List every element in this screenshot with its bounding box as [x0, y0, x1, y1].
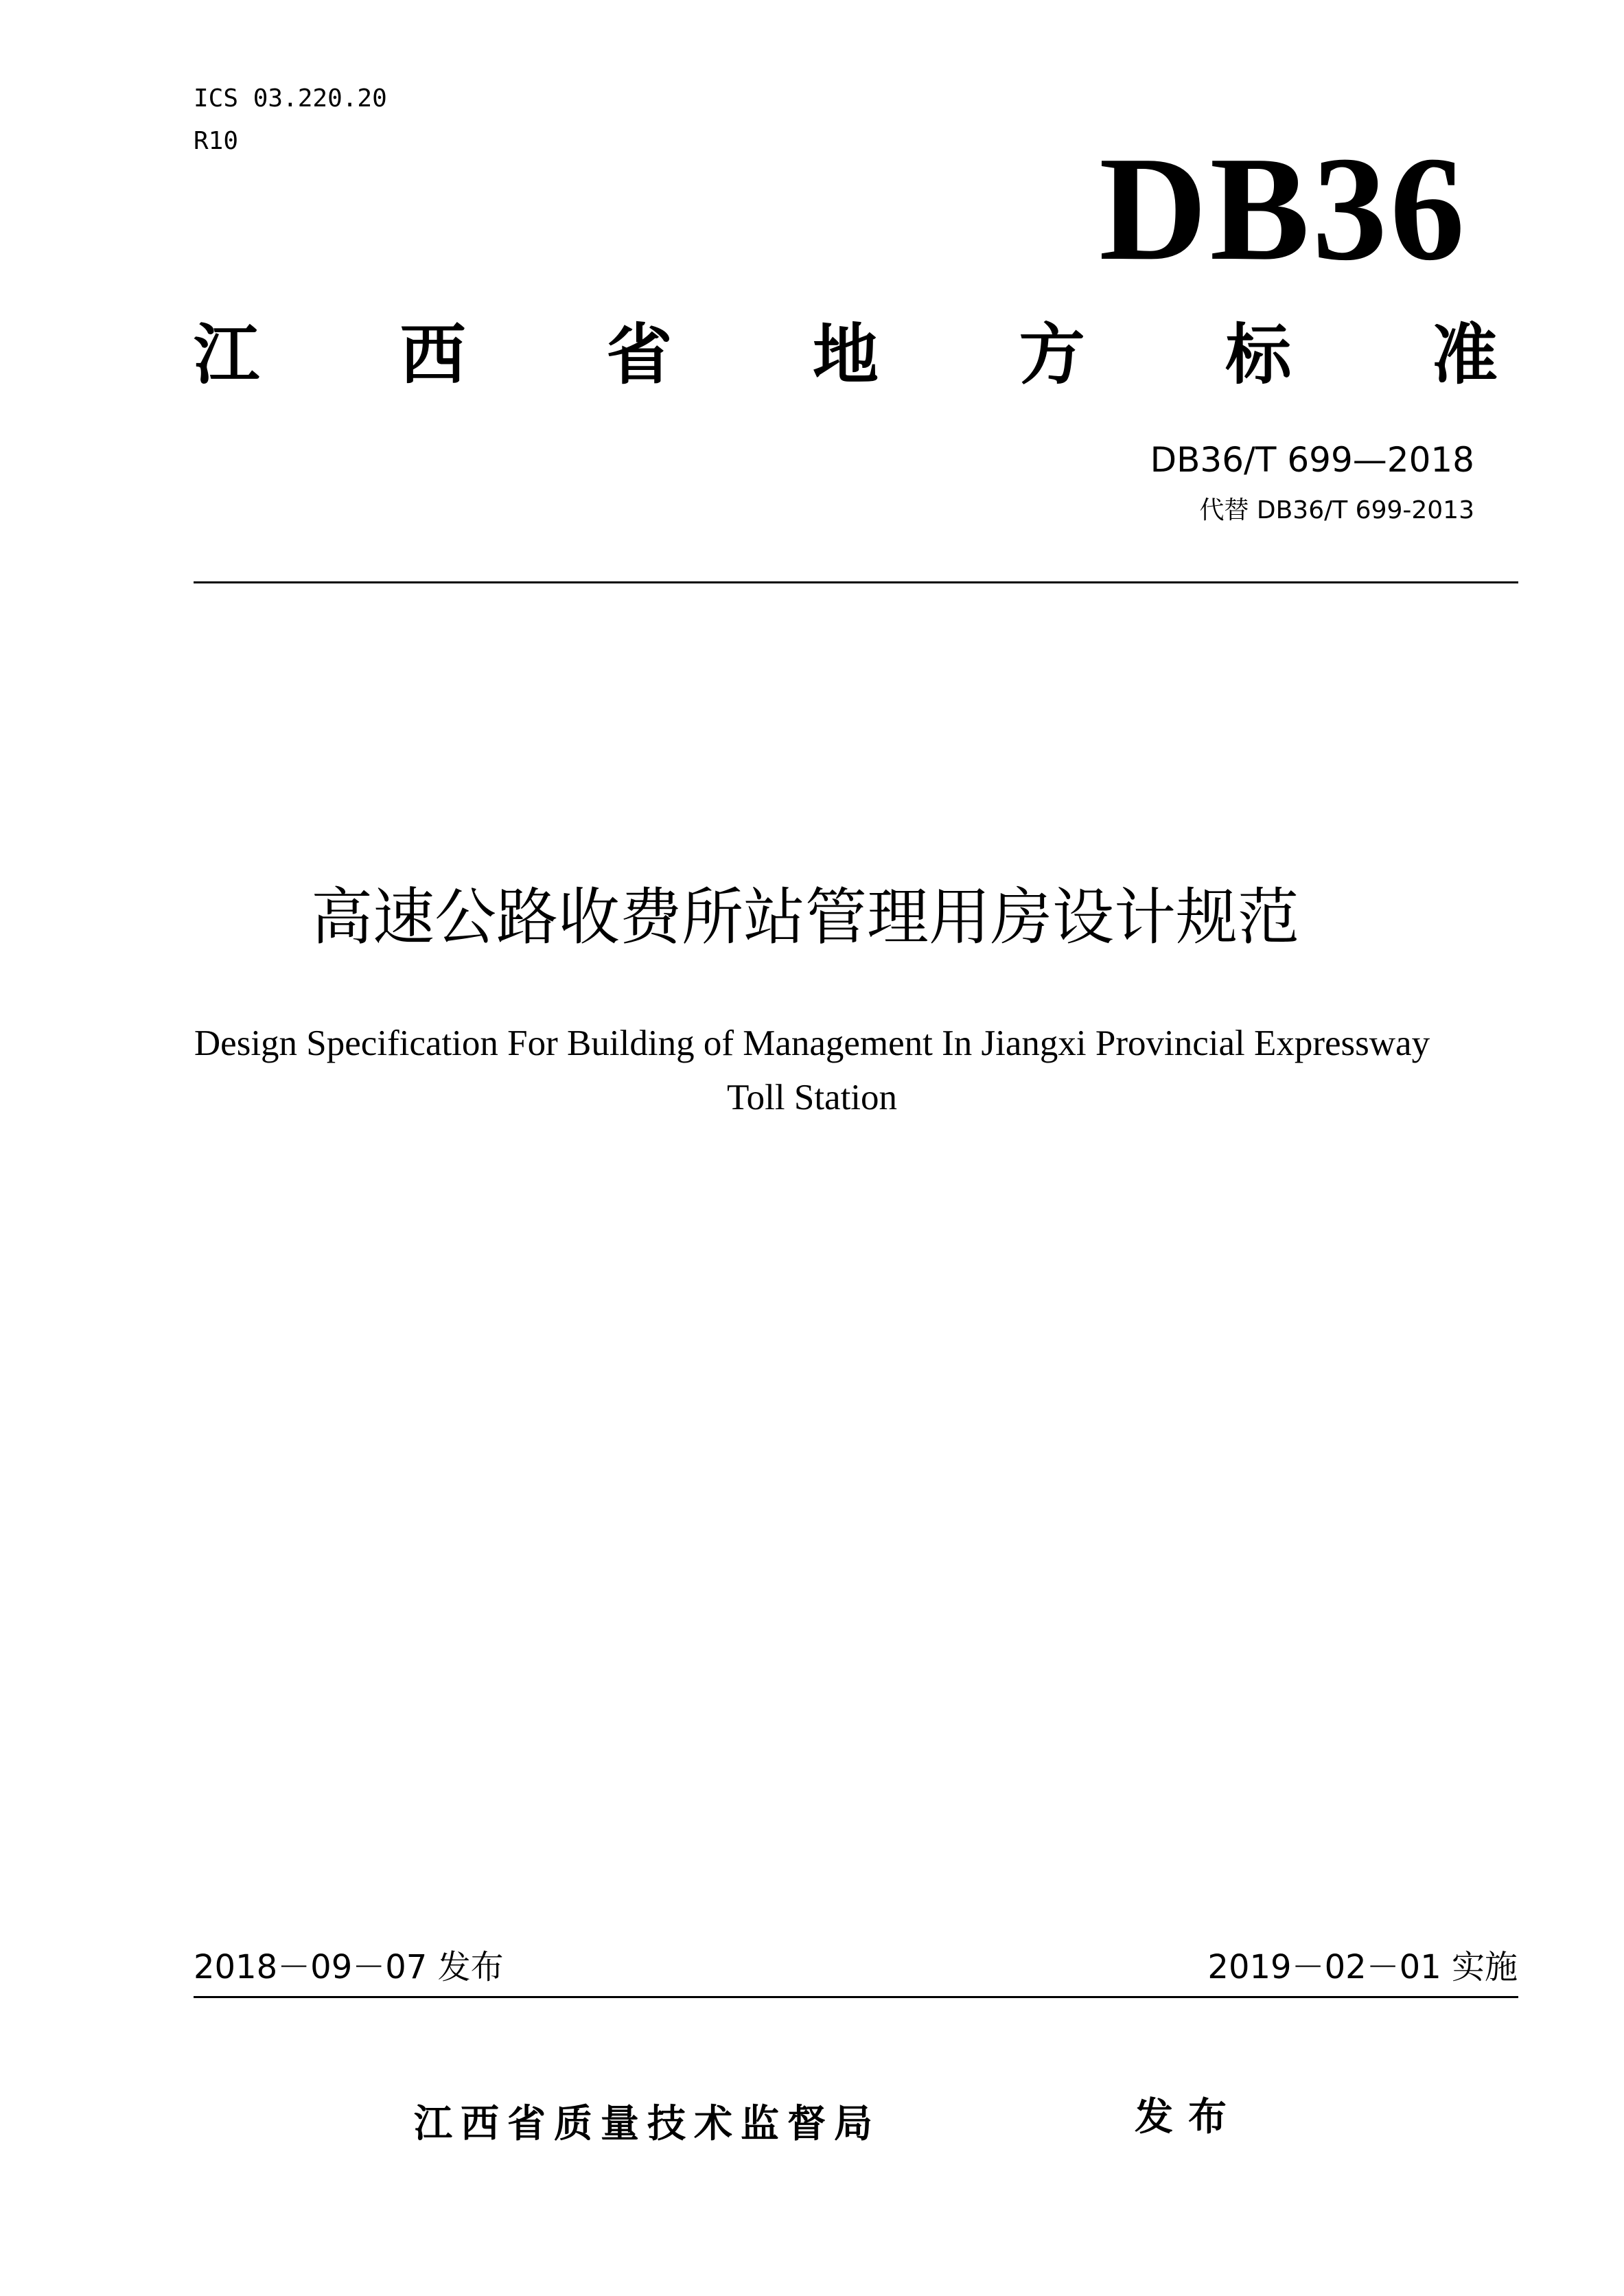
ccs-code: R10 [194, 127, 239, 155]
title-english-line1: Design Specification For Building of Management In Jiangxi Provincial Expressway [194, 1023, 1430, 1063]
standard-type-char: 方 [1019, 316, 1085, 393]
implementation-date: 2019－02－01 实施 [1207, 1948, 1518, 1986]
ics-code: ICS 03.220.20 [194, 84, 387, 113]
standard-type-char: 江 [194, 316, 259, 393]
standard-type-char: 地 [812, 316, 879, 393]
replaces-standard: 代替 DB36/T 699-2013 [1199, 496, 1474, 524]
standard-type-char: 西 [399, 316, 466, 393]
standard-number: DB36/T 699—2018 [1150, 440, 1474, 480]
top-divider [194, 581, 1518, 583]
title-chinese: 高速公路收费所站管理用房设计规范 [311, 881, 1299, 953]
title-english-line2: Toll Station [726, 1078, 898, 1117]
standard-type-char: 准 [1431, 316, 1498, 393]
publish-label: 发布 [1135, 2095, 1242, 2140]
standard-type-heading [194, 317, 1498, 393]
bottom-divider [194, 1996, 1518, 1998]
standard-type-char: 标 [1225, 316, 1292, 393]
standard-type-char: 省 [606, 316, 673, 393]
db36-logo: DB36 [1099, 126, 1468, 292]
issue-date: 2018－09－07 发布 [194, 1948, 504, 1986]
publisher-name: 江西省质量技术监督局 [414, 2102, 881, 2146]
